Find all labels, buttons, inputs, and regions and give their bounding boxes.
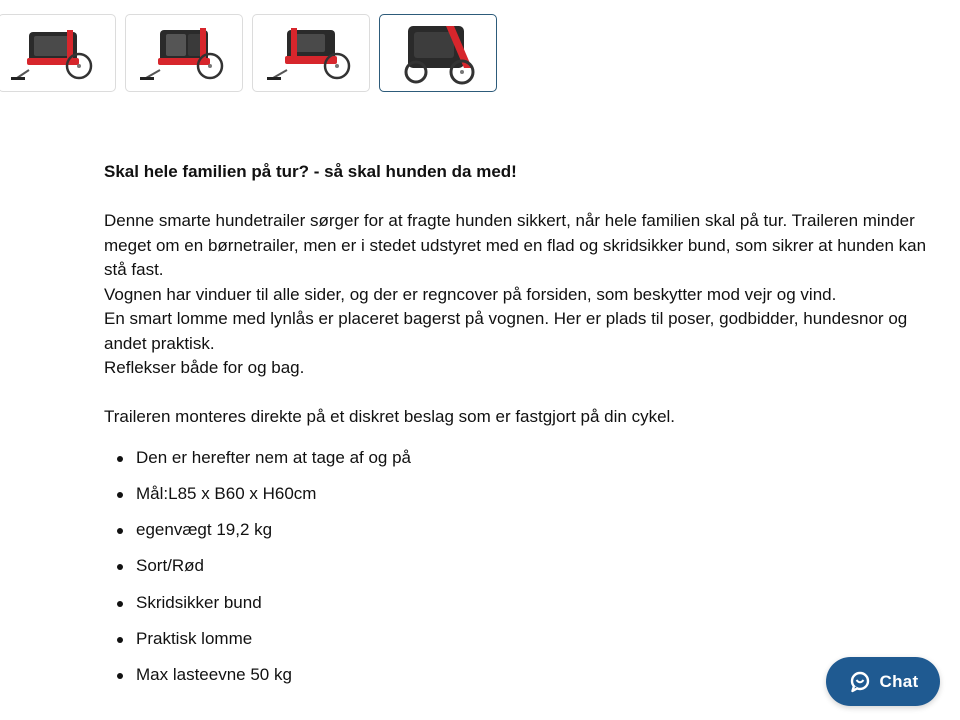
feature-list <box>104 446 944 688</box>
bullet-icon <box>117 564 123 570</box>
chat-bubble-icon <box>848 670 872 694</box>
bullet-icon <box>117 673 123 679</box>
description-paragraph: Reflekser både for og bag. <box>104 358 305 377</box>
chat-button-label: Chat <box>879 671 919 691</box>
trailer-image <box>134 18 234 88</box>
bullet-icon <box>117 492 123 498</box>
thumbnail-4[interactable] <box>379 14 497 92</box>
list-item <box>104 591 944 615</box>
list-item-text: Skridsikker bund <box>136 592 262 612</box>
description-paragraph: Denne smarte hundetrailer sørger for at fragte hunden sikkert, når hele familien skal på tur. Traileren minder meget om en børnetrailer, men er i stedet udstyret med en flad og skridsikker bund, som sikrer at hunden kan stå fast. <box>104 211 927 279</box>
list-item-text: Praktisk lomme <box>136 628 253 648</box>
trailer-image <box>261 18 361 88</box>
trailer-image <box>388 18 488 88</box>
trailer-image <box>7 18 107 88</box>
thumbnail-2[interactable] <box>125 14 243 92</box>
thumbnail-3[interactable] <box>252 14 370 92</box>
thumbnail-1[interactable] <box>0 14 116 92</box>
list-item-text: egenvægt 19,2 kg <box>136 520 273 540</box>
list-item <box>104 518 944 542</box>
list-item <box>104 554 944 578</box>
bullet-icon <box>117 637 123 643</box>
bullet-icon <box>117 528 123 534</box>
description-paragraph: Vognen har vinduer til alle sider, og der er regncover på forsiden, som beskytter mod vejr og vind. <box>104 284 837 304</box>
list-item-text: Mål:L85 x B60 x H60cm <box>136 483 317 503</box>
bullet-icon <box>117 456 123 462</box>
list-item <box>104 482 944 506</box>
bullet-icon <box>117 601 123 607</box>
product-description <box>104 160 944 700</box>
list-item <box>104 627 944 651</box>
list-item-text: Sort/Rød <box>136 556 205 576</box>
description-paragraph: En smart lomme med lynlås er placeret bagerst på vognen. Her er plads til poser, godbidder, hundesnor og andet praktisk. <box>104 309 908 353</box>
list-item-text: Den er herefter nem at tage af og på <box>136 447 412 467</box>
description-heading: Skal hele familien på tur? - så skal hunden da med! <box>104 162 517 181</box>
list-item <box>104 663 944 687</box>
description-paragraph: Traileren monteres direkte på et diskret beslag som er fastgjort på din cykel. <box>104 407 676 426</box>
list-item <box>104 446 944 470</box>
chat-button[interactable] <box>826 657 940 706</box>
thumbnail-gallery <box>0 14 497 92</box>
list-item-text: Max lasteevne 50 kg <box>136 665 292 685</box>
